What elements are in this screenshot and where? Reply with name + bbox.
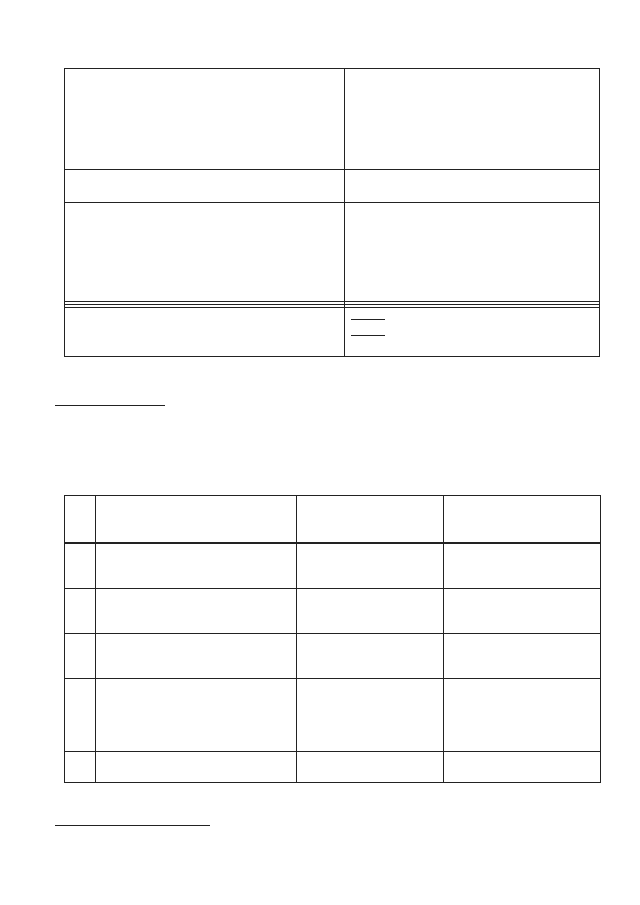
col-header-num <box>65 496 96 543</box>
errors-table <box>64 495 601 783</box>
incorrect-cell[interactable] <box>297 679 444 752</box>
table-row <box>65 69 600 170</box>
row-value-cell[interactable] <box>345 170 600 203</box>
row-label <box>96 589 297 634</box>
row-num <box>65 544 96 589</box>
corrected-cell[interactable] <box>444 679 601 752</box>
registry-options-cell <box>345 308 600 357</box>
row-label <box>65 69 345 170</box>
table-row <box>65 308 600 357</box>
corrected-cell[interactable] <box>444 634 601 679</box>
table-row <box>65 203 600 302</box>
incorrect-cell[interactable] <box>297 634 444 679</box>
table-row <box>65 544 601 589</box>
row-num <box>65 589 96 634</box>
row-num <box>65 634 96 679</box>
table-row <box>65 634 601 679</box>
table-row <box>65 589 601 634</box>
row-label <box>96 752 297 783</box>
table-row <box>65 679 601 752</box>
header-row <box>65 496 601 543</box>
row-label <box>96 544 297 589</box>
corrected-cell[interactable] <box>444 752 601 783</box>
incorrect-cell[interactable] <box>297 544 444 589</box>
incorrect-cell[interactable] <box>297 589 444 634</box>
row-label <box>65 203 345 302</box>
license-info-table <box>64 68 600 357</box>
table-row <box>65 170 600 203</box>
row-value-cell[interactable] <box>345 69 600 170</box>
col-header-corrected <box>444 496 601 543</box>
option-not-required[interactable] <box>351 309 594 325</box>
row-label <box>65 308 345 357</box>
blank-line <box>351 325 385 336</box>
row-label <box>96 679 297 752</box>
blank-line <box>351 309 385 320</box>
corrected-cell[interactable] <box>444 589 601 634</box>
option-electronic[interactable] <box>351 325 594 341</box>
col-header-incorrect <box>297 496 444 543</box>
row-value-cell[interactable] <box>345 203 600 302</box>
footnote-divider <box>55 825 210 826</box>
col-header-applicant <box>96 496 297 543</box>
row-label <box>65 170 345 203</box>
corrected-cell[interactable] <box>444 544 601 589</box>
table-row <box>65 752 601 783</box>
row-num <box>65 679 96 752</box>
footnote-divider <box>55 405 165 406</box>
row-label <box>96 634 297 679</box>
row-num <box>65 752 96 783</box>
incorrect-cell[interactable] <box>297 752 444 783</box>
